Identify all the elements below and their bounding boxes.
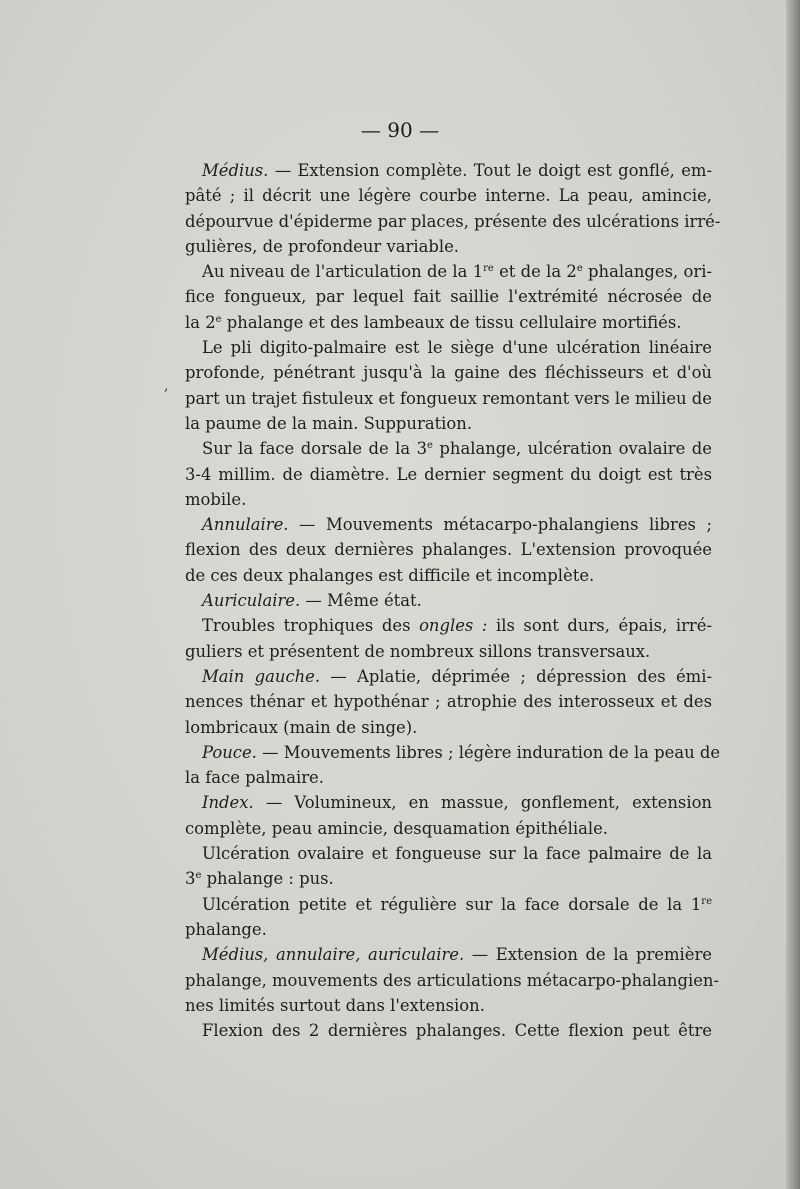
line-text: — Mouvements libres ; légère induration de la peau de: [256, 742, 721, 762]
body-text: [185, 158, 721, 1043]
text-line: [185, 209, 721, 234]
text-line: [185, 335, 712, 360]
line-text: part un trajet fistuleux et fongueux remontant vers le milieu de: [185, 388, 712, 408]
text-line: [185, 993, 712, 1018]
text-line: [185, 639, 712, 664]
page-edge-shadow: [786, 0, 800, 1189]
section-label: Médius, annulaire, auriculaire.: [202, 945, 465, 965]
line-text: 3-4 millim. de diamètre. Le dernier segment du doigt est très: [185, 464, 712, 484]
text-line: [185, 183, 712, 208]
line-text: — Aplatie, déprimée ; dépression des émi-: [320, 666, 712, 686]
ordinal-superscript: e: [427, 440, 433, 452]
text-line: [185, 1018, 712, 1043]
ordinal-superscript: e: [576, 263, 583, 275]
ordinal-superscript: re: [701, 895, 712, 907]
line-text: pâté ; il décrit une légère courbe interne. La peau, amincie,: [185, 186, 712, 206]
ordinal-superscript: e: [195, 870, 202, 882]
ordinal-superscript: re: [483, 263, 494, 275]
line-text: lombricaux (main de singe).: [185, 717, 418, 737]
line-text: la face palmaire.: [185, 768, 324, 788]
line-text: gulières, de profondeur variable.: [185, 236, 460, 256]
text-line: [185, 360, 712, 385]
text-line: [185, 765, 712, 790]
line-text: nes limités surtout dans l'extension.: [185, 995, 485, 1015]
section-label: Main gauche.: [202, 666, 321, 686]
line-text: dépourvue d'épiderme par places, présente des ulcérations irré-: [185, 211, 721, 231]
text-line: [185, 588, 712, 613]
section-label: Médius.: [202, 161, 269, 180]
text-line: [185, 563, 712, 588]
section-label: Auriculaire.: [202, 591, 301, 611]
ink-speck: ,: [164, 378, 169, 394]
line-text: — Mouvements métacarpo-phalangiens libres ;: [288, 515, 712, 535]
line-text: la paume de la main. Suppuration.: [185, 413, 473, 433]
line-text: complète, peau amincie, desquamation épithéliale.: [185, 818, 609, 838]
section-label: Index.: [202, 793, 254, 813]
line-text: Ulcération petite et régulière sur la face dorsale de la 1: [202, 894, 702, 914]
line-text: flexion des deux dernières phalanges. L'extension provoquée: [185, 540, 712, 560]
text-line: [185, 892, 712, 917]
line-text: fice fongueux, par lequel fait saillie l'extrémité nécrosée de: [185, 287, 712, 307]
text-line: [185, 816, 712, 841]
text-line: [185, 841, 712, 866]
line-text: — Extension complète. Tout le doigt est gonflé, em-: [268, 161, 712, 180]
text-line: [185, 715, 712, 740]
line-text: profonde, pénétrant jusqu'à la gaine des fléchisseurs et d'où: [185, 363, 712, 383]
line-text: — Extension de la première: [464, 945, 713, 965]
page-number: — 90 —: [360, 118, 440, 142]
text-line: [185, 310, 712, 335]
line-text: — Même état.: [300, 591, 422, 611]
line-text: guliers et présentent de nombreux sillons transversaux.: [185, 641, 651, 661]
text-line: [185, 386, 712, 411]
section-label: Pouce.: [202, 742, 257, 762]
line-text: 3: [185, 869, 196, 889]
text-line: [185, 866, 712, 891]
line-text: — Volumineux, en massue, gonflement, extension: [253, 793, 712, 813]
text-line: [185, 968, 720, 993]
line-text: nences thénar et hypothénar ; atrophie des interosseux et des: [185, 692, 712, 712]
text-line: [185, 284, 712, 309]
text-line: [185, 512, 712, 537]
text-line: [185, 942, 712, 967]
line-text: Flexion des 2 dernières phalanges. Cette flexion peut être: [202, 1021, 712, 1041]
line-text: phalange et des lambeaux de tissu cellulaire mortifiés.: [221, 312, 682, 332]
line-text: phalange.: [185, 919, 267, 939]
line-text: Troubles trophiques des: [202, 616, 420, 636]
text-line: [185, 790, 712, 815]
line-text: la 2: [185, 312, 216, 332]
section-label: Annulaire.: [202, 515, 289, 535]
text-line: [185, 664, 712, 689]
text-line: [185, 234, 712, 259]
text-line: [185, 740, 721, 765]
line-text: Ulcération ovalaire et fongueuse sur la face palmaire de la: [202, 844, 712, 864]
text-line: [185, 537, 712, 562]
line-text: phalange : pus.: [201, 869, 334, 889]
text-line: [185, 917, 712, 942]
text-line: [185, 613, 712, 638]
line-text: phalange, ulcération ovalaire de: [432, 439, 712, 459]
line-text: de ces deux phalanges est difficile et incomplète.: [185, 565, 595, 585]
text-line: [185, 689, 712, 714]
ordinal-superscript: e: [215, 313, 222, 325]
italic-term: ongles :: [419, 616, 488, 636]
text-line: [185, 158, 712, 183]
line-text: phalange, mouvements des articulations métacarpo-phalangien-: [185, 970, 720, 990]
line-text: Au niveau de l'articulation de la 1: [202, 262, 484, 282]
line-text: ils sont durs, épais, irré-: [487, 616, 713, 636]
line-text: Le pli digito-palmaire est le siège d'une ulcération linéaire: [202, 338, 712, 358]
text-line: [185, 259, 712, 284]
line-text: et de la 2: [493, 262, 577, 282]
text-line: [185, 462, 712, 487]
text-line: [185, 487, 712, 512]
line-text: mobile.: [185, 489, 247, 509]
line-text: Sur la face dorsale de la 3: [202, 439, 428, 459]
text-line: [185, 436, 712, 461]
line-text: phalanges, ori-: [582, 262, 712, 282]
text-line: [185, 411, 712, 436]
